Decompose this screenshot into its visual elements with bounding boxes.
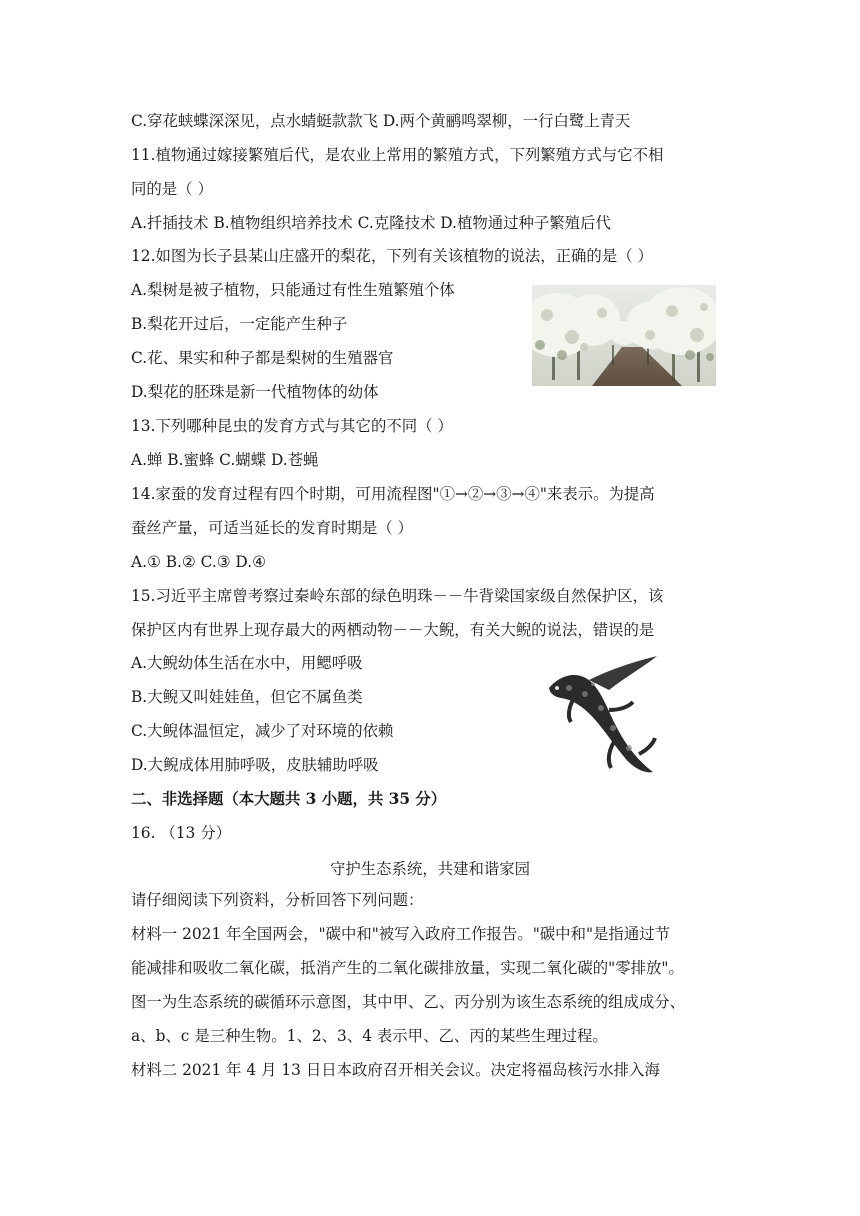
question-12-option-c: C.花、果实和种子都是梨树的生殖器官: [131, 349, 394, 367]
material-1-line-3: 图一为生态系统的碳循环示意图，其中甲、乙、丙分别为该生态系统的组成成分、: [131, 993, 686, 1011]
question-12-option-b: B.梨花开过后，一定能产生种子: [131, 315, 348, 333]
giant-salamander-photo: [545, 650, 663, 780]
pear-orchard-photo: [532, 285, 716, 386]
question-12-stem: 12.如图为长子县某山庄盛开的梨花，下列有关该植物的说法，正确的是（ ）: [131, 247, 653, 265]
question-16-intro: 请仔细阅读下列资料，分析回答下列问题：: [131, 891, 424, 909]
question-14-stem-1: 14.家蚕的发育过程有四个时期，可用流程图"①→②→③→④"来表示。为提高: [131, 485, 655, 503]
question-11-stem-1: 11.植物通过嫁接繁殖后代，是农业上常用的繁殖方式，下列繁殖方式与它不相: [131, 146, 664, 164]
line-c-d-options: C.穿花蛱蝶深深见，点水蜻蜓款款飞 D.两个黄鹂鸣翠柳，一行白鹭上青天: [131, 112, 631, 130]
question-16-title: 守护生态系统，共建和谐家园: [329, 860, 531, 878]
question-15-stem-2: 保护区内有世界上现存最大的两栖动物－－大鲵，有关大鲵的说法，错误的是: [131, 621, 655, 639]
question-11-options: A.扦插技术 B.植物组织培养技术 C.克隆技术 D.植物通过种子繁殖后代: [131, 214, 611, 232]
question-15-option-d: D.大鲵成体用肺呼吸，皮肤辅助呼吸: [131, 756, 379, 774]
material-2-line-1: 材料二 2021 年 4 月 13 日日本政府召开相关会议。决定将福岛核污水排入海: [131, 1061, 660, 1079]
question-14-stem-2: 蚕丝产量，可适当延长的发育时期是（ ）: [131, 519, 413, 537]
question-15-stem-1: 15.习近平主席曾考察过秦岭东部的绿色明珠－－牛背梁国家级自然保护区，该: [131, 587, 664, 605]
material-1-line-2: 能减排和吸收二氧化碳，抵消产生的二氧化碳排放量，实现二氧化碳的"零排放"。: [131, 959, 684, 977]
question-15-option-a: A.大鲵幼体生活在水中，用鳃呼吸: [131, 654, 363, 672]
section-2-heading: 二、非选择题（本大题共 3 小题，共 35 分）: [131, 790, 447, 808]
question-14-options: A.① B.② C.③ D.④: [131, 553, 266, 571]
question-15-option-b: B.大鲵又叫娃娃鱼，但它不属鱼类: [131, 688, 363, 706]
question-12-option-a: A.梨树是被子植物，只能通过有性生殖繁殖个体: [131, 281, 455, 299]
question-15-option-c: C.大鲵体温恒定，减少了对环境的依赖: [131, 722, 394, 740]
material-1-line-1: 材料一 2021 年全国两会，"碳中和"被写入政府工作报告。"碳中和"是指通过节: [131, 925, 670, 943]
question-12-option-d: D.梨花的胚珠是新一代植物体的幼体: [131, 383, 379, 401]
question-13-stem: 13.下列哪种昆虫的发育方式与其它的不同（ ）: [131, 417, 453, 435]
question-11-stem-2: 同的是（ ）: [131, 180, 213, 198]
question-16-label: 16. （13 分）: [131, 824, 232, 842]
question-13-options: A.蝉 B.蜜蜂 C.蝴蝶 D.苍蝇: [131, 451, 319, 469]
material-1-line-4: a、b、c 是三种生物。1、2、3、4 表示甲、乙、丙的某些生理过程。: [131, 1027, 608, 1045]
